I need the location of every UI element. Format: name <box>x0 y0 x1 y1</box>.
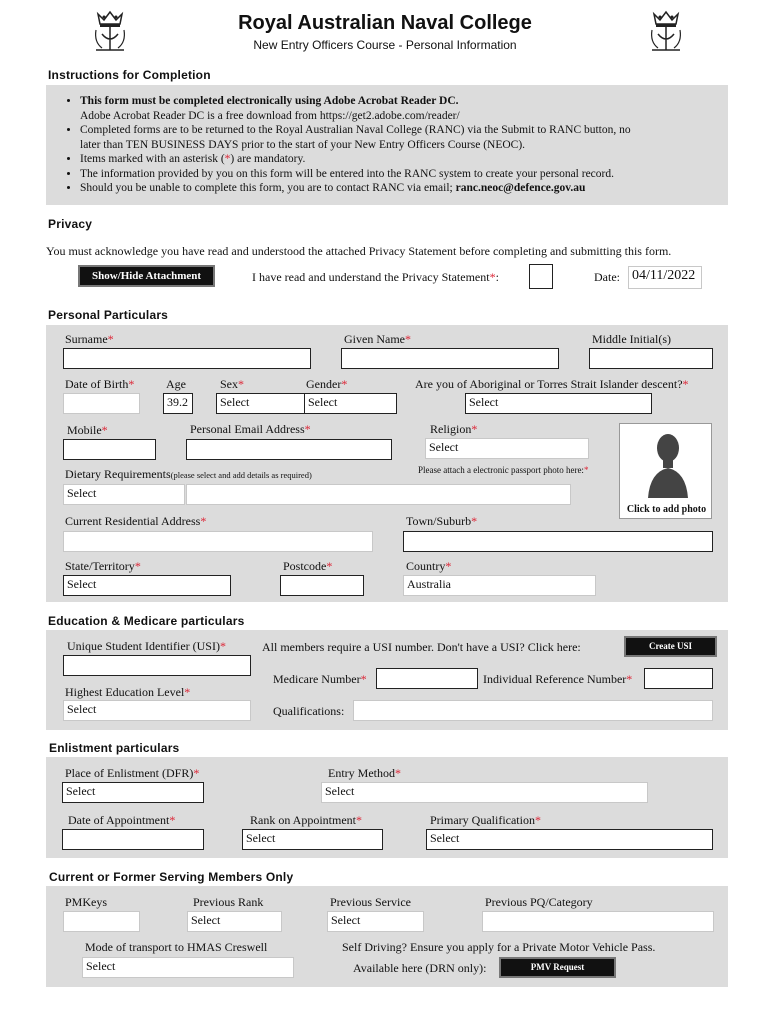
entry-method-label: Entry Method* <box>328 766 401 780</box>
surname-label: Surname* <box>65 332 114 346</box>
previous-pq-label: Previous PQ/Category <box>485 895 593 909</box>
address-input[interactable] <box>63 531 373 552</box>
religion-select[interactable]: Select <box>425 438 589 459</box>
primary-qualification-label: Primary Qualification* <box>430 813 541 827</box>
religion-label: Religion* <box>430 422 478 436</box>
postcode-label: Postcode* <box>283 559 333 573</box>
dob-label: Date of Birth* <box>65 377 135 391</box>
irn-input[interactable] <box>644 668 713 689</box>
middle-initials-label: Middle Initial(s) <box>592 332 671 346</box>
irn-label: Individual Reference Number* <box>483 672 633 686</box>
available-label: Available here (DRN only): <box>353 961 487 975</box>
state-label: State/Territory* <box>65 559 141 573</box>
privacy-ack-checkbox[interactable] <box>529 264 553 289</box>
serving-heading: Current or Former Serving Members Only <box>49 870 294 884</box>
date-of-appointment-input[interactable] <box>62 829 204 850</box>
usi-label: Unique Student Identifier (USI)* <box>67 639 226 653</box>
qualifications-input[interactable] <box>353 700 713 721</box>
email-input[interactable] <box>186 439 392 460</box>
gender-label: Gender* <box>306 377 348 391</box>
email-label: Personal Email Address* <box>190 422 311 436</box>
given-name-label: Given Name* <box>344 332 411 346</box>
qualifications-label: Qualifications: <box>273 704 345 718</box>
privacy-text: You must acknowledge you have read and understood the attached Privacy Statement before completing and submitting this form. <box>46 244 672 258</box>
dietary-details-input[interactable] <box>186 484 571 505</box>
given-name-input[interactable] <box>341 348 559 369</box>
town-input[interactable] <box>403 531 713 552</box>
atsi-label: Are you of Aboriginal or Torres Strait Islander descent?* <box>415 377 689 391</box>
personal-heading: Personal Particulars <box>48 308 169 322</box>
mobile-input[interactable] <box>63 439 156 460</box>
page-subtitle: New Entry Officers Course - Personal Information <box>253 38 517 52</box>
instructions-panel <box>46 85 728 205</box>
dietary-select[interactable]: Select <box>63 484 185 505</box>
place-of-enlistment-select[interactable]: Select <box>62 782 204 803</box>
state-select[interactable]: Select <box>63 575 231 596</box>
contact-email: ranc.neoc@defence.gov.au <box>455 182 586 194</box>
privacy-ack-label: I have read and understand the Privacy Statement*: <box>252 270 499 284</box>
previous-service-label: Previous Service <box>330 895 411 909</box>
medicare-input[interactable] <box>376 668 478 689</box>
gender-select[interactable]: Select <box>304 393 397 414</box>
age-label: Age <box>166 377 186 391</box>
country-select[interactable]: Australia <box>403 575 596 596</box>
middle-initials-input[interactable] <box>589 348 713 369</box>
highest-education-label: Highest Education Level* <box>65 685 191 699</box>
highest-education-select[interactable]: Select <box>63 700 251 721</box>
instruction-item: • This form must be completed electronically using Adobe Acrobat Reader DC. Adobe Acrobat Reader DC is a free download from https://get2.adobe.com/reader/ <box>80 94 728 123</box>
instruction-item: • The information provided by you on this form will be entered into the RANC system to create your personal record. <box>80 167 728 182</box>
dietary-label: Dietary Requirements(please select and add details as required) <box>65 467 312 481</box>
address-label: Current Residential Address* <box>65 514 207 528</box>
enlistment-heading: Enlistment particulars <box>49 741 180 755</box>
place-of-enlistment-label: Place of Enlistment (DFR)* <box>65 766 200 780</box>
sex-label: Sex* <box>220 377 244 391</box>
mobile-label: Mobile* <box>67 423 108 437</box>
date-label: Date: <box>594 270 620 284</box>
rank-on-appointment-select[interactable]: Select <box>242 829 383 850</box>
instruction-item: • Items marked with an asterisk (*) are mandatory. <box>80 152 728 167</box>
create-usi-button[interactable]: Create USI <box>624 636 717 657</box>
date-field[interactable]: 04/11/2022 <box>628 266 702 289</box>
age-field: 39.2 <box>163 393 193 414</box>
pmkeys-input[interactable] <box>63 911 140 932</box>
pmkeys-label: PMKeys <box>65 895 108 909</box>
transport-label: Mode of transport to HMAS Creswell <box>85 940 268 954</box>
privacy-heading: Privacy <box>48 217 93 231</box>
transport-select[interactable]: Select <box>82 957 294 978</box>
usi-input[interactable] <box>63 655 251 676</box>
passport-photo-button[interactable] <box>619 423 712 519</box>
entry-method-select[interactable]: Select <box>321 782 648 803</box>
instruction-item: • Should you be unable to complete this form, you are to contact RANC via email; ranc.neoc@defence.gov.au <box>80 181 728 196</box>
education-heading: Education & Medicare particulars <box>48 614 245 628</box>
photo-click-label: Click to add photo <box>626 504 707 515</box>
previous-rank-label: Previous Rank <box>193 895 264 909</box>
primary-qualification-select[interactable]: Select <box>426 829 713 850</box>
instructions-heading: Instructions for Completion <box>48 68 211 82</box>
show-hide-attachment-button[interactable]: Show/Hide Attachment <box>78 265 215 287</box>
dob-input[interactable] <box>63 393 140 414</box>
town-label: Town/Suburb* <box>406 514 478 528</box>
previous-pq-input[interactable] <box>482 911 714 932</box>
country-label: Country* <box>406 559 452 573</box>
page-title: Royal Australian Naval College <box>238 12 532 34</box>
previous-service-select[interactable]: Select <box>327 911 424 932</box>
photo-note: Please attach a electronic passport photo here:* <box>418 465 589 475</box>
surname-input[interactable] <box>63 348 311 369</box>
medicare-label: Medicare Number* <box>273 672 367 686</box>
previous-rank-select[interactable]: Select <box>187 911 282 932</box>
rank-on-appointment-label: Rank on Appointment* <box>250 813 362 827</box>
pmv-request-button[interactable]: PMV Request <box>499 957 616 978</box>
sex-select[interactable]: Select <box>216 393 307 414</box>
date-of-appointment-label: Date of Appointment* <box>68 813 176 827</box>
instruction-item: • Completed forms are to be returned to the Royal Australian Naval College (RANC) via the Submit to RANC button, no later than TEN BUSINESS DAYS prior to the start of your New Entry Officers Course (NEOC). <box>80 123 728 152</box>
usi-note: All members require a USI number. Don't have a USI? Click here: <box>262 640 581 654</box>
self-driving-note: Self Driving? Ensure you apply for a Private Motor Vehicle Pass. <box>342 940 656 954</box>
person-silhouette-icon <box>648 432 688 498</box>
postcode-input[interactable] <box>280 575 364 596</box>
atsi-select[interactable]: Select <box>465 393 652 414</box>
